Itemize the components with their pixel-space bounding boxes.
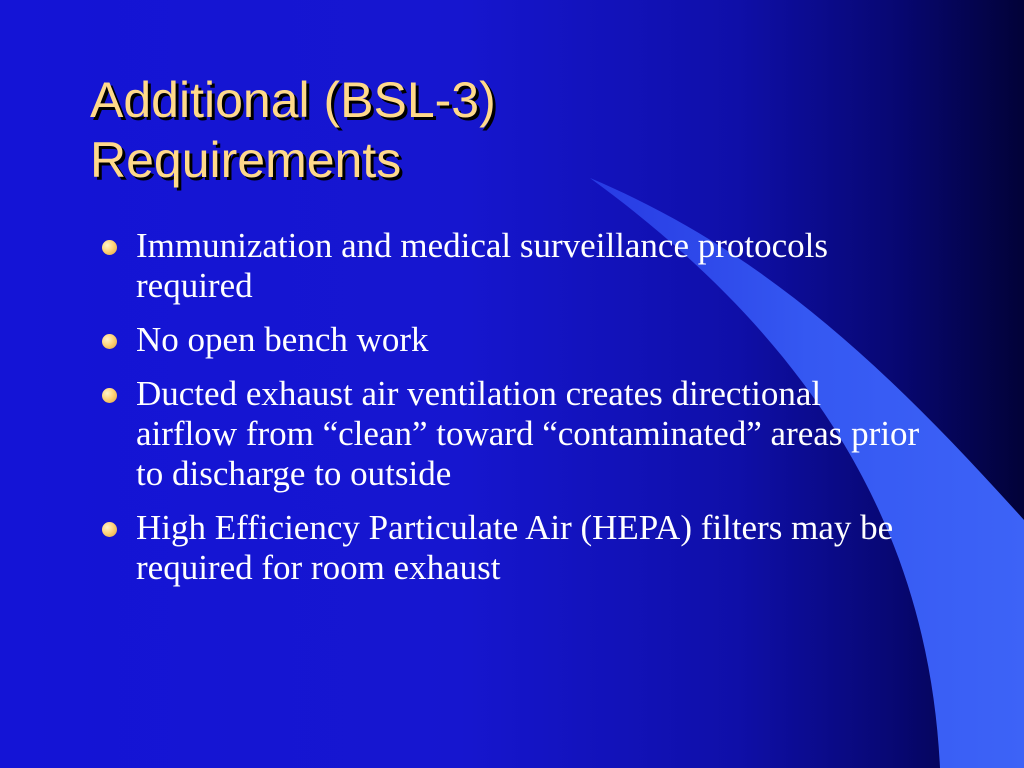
- title-line-2: Requirements: [90, 132, 402, 188]
- bullet-text: Immunization and medical surveillance protocols required: [136, 226, 829, 305]
- bullet-text: Ducted exhaust air ventilation creates directional airflow from “clean” toward “contaminated” areas prior to discharge to outside: [136, 374, 920, 493]
- bullet-dot-icon: [102, 240, 117, 255]
- bullet-item: [100, 374, 930, 494]
- bullet-list: [100, 226, 930, 602]
- bullet-item: [100, 508, 930, 588]
- bullet-dot-icon: [102, 388, 117, 403]
- bullet-item: [100, 226, 930, 306]
- title-line-1: Additional (BSL-3): [90, 72, 496, 128]
- bullet-dot-icon: [102, 334, 117, 349]
- bullet-text: High Efficiency Particulate Air (HEPA) filters may be required for room exhaust: [136, 508, 894, 587]
- bullet-text: No open bench work: [136, 320, 429, 359]
- slide-title: [90, 70, 496, 190]
- bullet-item: [100, 320, 930, 360]
- bullet-dot-icon: [102, 522, 117, 537]
